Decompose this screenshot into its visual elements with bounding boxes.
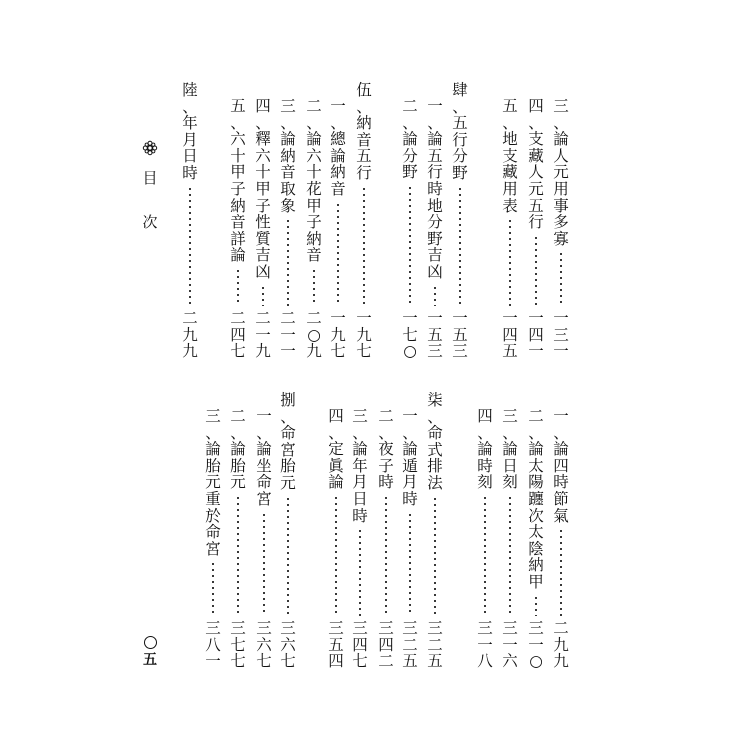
toc-entry[interactable] — [400, 408, 420, 670]
toc-entry-title: 二 、 夜 子 時 — [378, 407, 394, 492]
toc-entry-title: 柒 、 命 式 排 法 — [427, 391, 443, 492]
page-number-circle — [144, 636, 157, 649]
toc-entry-page: 三 四 七 — [352, 619, 368, 671]
toc-entry-page: 三 二 五 — [402, 619, 418, 671]
toc-entry[interactable] — [326, 408, 346, 670]
dot-leader — [509, 218, 511, 306]
dot-leader — [237, 268, 239, 306]
dot-leader — [363, 186, 365, 307]
toc-entry[interactable] — [551, 98, 571, 360]
toc-entry-page: 三 五 四 — [328, 619, 344, 671]
running-head-char: 目 — [142, 169, 158, 187]
running-head — [138, 140, 162, 230]
toc-entry-page: 三 八 一 — [205, 619, 221, 671]
toc-entry-title: 四 、 支 藏 人 元 五 行 — [528, 97, 544, 232]
toc-entry-page: 三 六 七 — [280, 619, 296, 671]
toc-entry-title: 二 、 論 六 十 花 甲 子 納 音 — [306, 97, 322, 265]
toc-entry-page: 二 一 一 — [280, 309, 296, 361]
toc-entry-page: 三 一 ○ — [528, 619, 544, 671]
toc-entry-page: 三 一 八 — [477, 619, 493, 671]
toc-entry-page: 一 五 三 — [427, 309, 443, 361]
page-number — [138, 636, 162, 668]
toc-entry-title: 三 、 論 人 元 用 事 多 寡 — [553, 97, 569, 248]
dot-leader — [560, 528, 562, 616]
toc-entry[interactable] — [425, 98, 445, 360]
dot-leader — [535, 595, 537, 617]
toc-entry[interactable] — [328, 98, 348, 360]
dot-leader — [212, 561, 214, 616]
running-head-char: 次 — [142, 213, 158, 231]
toc-entry[interactable] — [526, 408, 546, 670]
toc-entry-title: 二 、 論 胎 元 — [230, 407, 246, 492]
dot-leader — [189, 186, 191, 307]
dot-leader — [337, 202, 339, 307]
toc-entry-title: 四 、 釋 六 十 甲 子 性 質 吉 凶 — [255, 97, 271, 281]
toc-entry-page: 三 二 五 — [427, 619, 443, 671]
toc-entry-title: 三 、 論 納 音 取 象 — [280, 97, 296, 215]
toc-entry-title: 二 、 論 分 野 — [402, 97, 418, 182]
toc-entry[interactable] — [228, 98, 248, 360]
toc-entry[interactable] — [253, 98, 273, 360]
dot-leader — [237, 495, 239, 616]
toc-entry-page: 二 九 九 — [182, 309, 198, 361]
dot-leader — [263, 512, 265, 617]
toc-entry-page: 一 九 七 — [356, 309, 372, 361]
toc-section-heading[interactable] — [354, 82, 374, 360]
dot-leader — [409, 512, 411, 617]
toc-entry-title: 一 、 論 四 時 節 氣 — [553, 407, 569, 525]
toc-entry-page: 二 ○ 九 — [306, 309, 322, 361]
toc-entry-page: 一 四 一 — [528, 309, 544, 361]
toc-entry-page: 二 九 九 — [553, 619, 569, 671]
dot-leader — [484, 495, 486, 616]
toc-entry-title: 伍 、 納 音 五 行 — [356, 81, 372, 182]
toc-entry-title: 四 、 定 眞 論 — [328, 407, 344, 492]
toc-section-heading[interactable] — [425, 392, 445, 670]
toc-entry-title: 一 、 論 五 行 時 地 分 野 吉 凶 — [427, 97, 443, 281]
toc-section-heading[interactable] — [450, 82, 470, 360]
toc-entry-page: 三 四 二 — [378, 619, 394, 671]
page-number-numeral: 五 — [143, 652, 157, 668]
toc-entry[interactable] — [526, 98, 546, 360]
toc-entry-title: 捌 、 命 宮 胎 元 — [280, 391, 296, 492]
toc-entry-title: 一 、 總 論 納 音 — [330, 97, 346, 198]
toc-entry-page: 三 七 七 — [230, 619, 246, 671]
toc-entry-title: 肆 、 五 行 分 野 — [452, 81, 468, 182]
dot-leader — [287, 496, 289, 617]
toc-entry-page: 二 一 九 — [255, 309, 271, 361]
toc-entry-page: 一 九 七 — [330, 309, 346, 361]
dot-leader — [313, 268, 315, 306]
toc-entry[interactable] — [254, 408, 274, 670]
toc-section-heading[interactable] — [180, 82, 200, 360]
dot-leader — [262, 285, 264, 307]
toc-entry[interactable] — [500, 408, 520, 670]
toc-entry-page: 三 六 七 — [256, 619, 272, 671]
toc-entry-title: 三 、 論 日 刻 — [502, 407, 518, 492]
toc-entry-title: 二 、 論 太 陽 躔 次 太 陰 納 甲 — [528, 407, 544, 591]
toc-entry-title: 四 、 論 時 刻 — [477, 407, 493, 492]
dot-leader — [409, 185, 411, 306]
toc-entry-title: 陸 、 年 月 日 時 — [182, 81, 198, 182]
toc-entry-page: 一 七 ○ — [402, 309, 418, 361]
toc-entry-title: 五 、 六 十 甲 子 納 音 詳 論 — [230, 97, 246, 265]
dot-leader — [560, 251, 562, 306]
toc-entry-page: 一 三 一 — [553, 309, 569, 361]
dot-leader — [335, 495, 337, 616]
toc-entry-title: 五 、 地 支 藏 用 表 — [502, 97, 518, 215]
toc-entry[interactable] — [304, 98, 324, 360]
toc-entry-title: 三 、 論 胎 元 重 於 命 宮 — [205, 407, 221, 558]
toc-entry-title: 三 、 論 年 月 日 時 — [352, 407, 368, 525]
toc-entry[interactable] — [376, 408, 396, 670]
dot-leader — [434, 285, 436, 307]
toc-entry[interactable] — [475, 408, 495, 670]
toc-entry[interactable] — [228, 408, 248, 670]
toc-entry[interactable] — [203, 408, 223, 670]
toc-entry-page: 三 一 六 — [502, 619, 518, 671]
dot-leader — [359, 528, 361, 616]
toc-entry-page: 二 四 七 — [230, 309, 246, 361]
toc-entry[interactable] — [278, 98, 298, 360]
dot-leader — [434, 496, 436, 617]
toc-entry[interactable] — [400, 98, 420, 360]
toc-entry[interactable] — [350, 408, 370, 670]
toc-entry-page: 一 四 五 — [502, 309, 518, 361]
dot-leader — [385, 495, 387, 616]
toc-entry[interactable] — [551, 408, 571, 670]
toc-entry-page: 一 五 三 — [452, 309, 468, 361]
dot-leader — [535, 235, 537, 306]
dot-leader — [287, 218, 289, 306]
toc-entry-title: 一 、 論 遁 月 時 — [402, 407, 418, 508]
toc-section-heading[interactable] — [278, 392, 298, 670]
toc-entry[interactable] — [500, 98, 520, 360]
dot-leader — [509, 495, 511, 616]
dot-leader — [459, 186, 461, 307]
flower-ornament-icon — [142, 140, 158, 156]
toc-entry-title: 一 、 論 坐 命 宮 — [256, 407, 272, 508]
